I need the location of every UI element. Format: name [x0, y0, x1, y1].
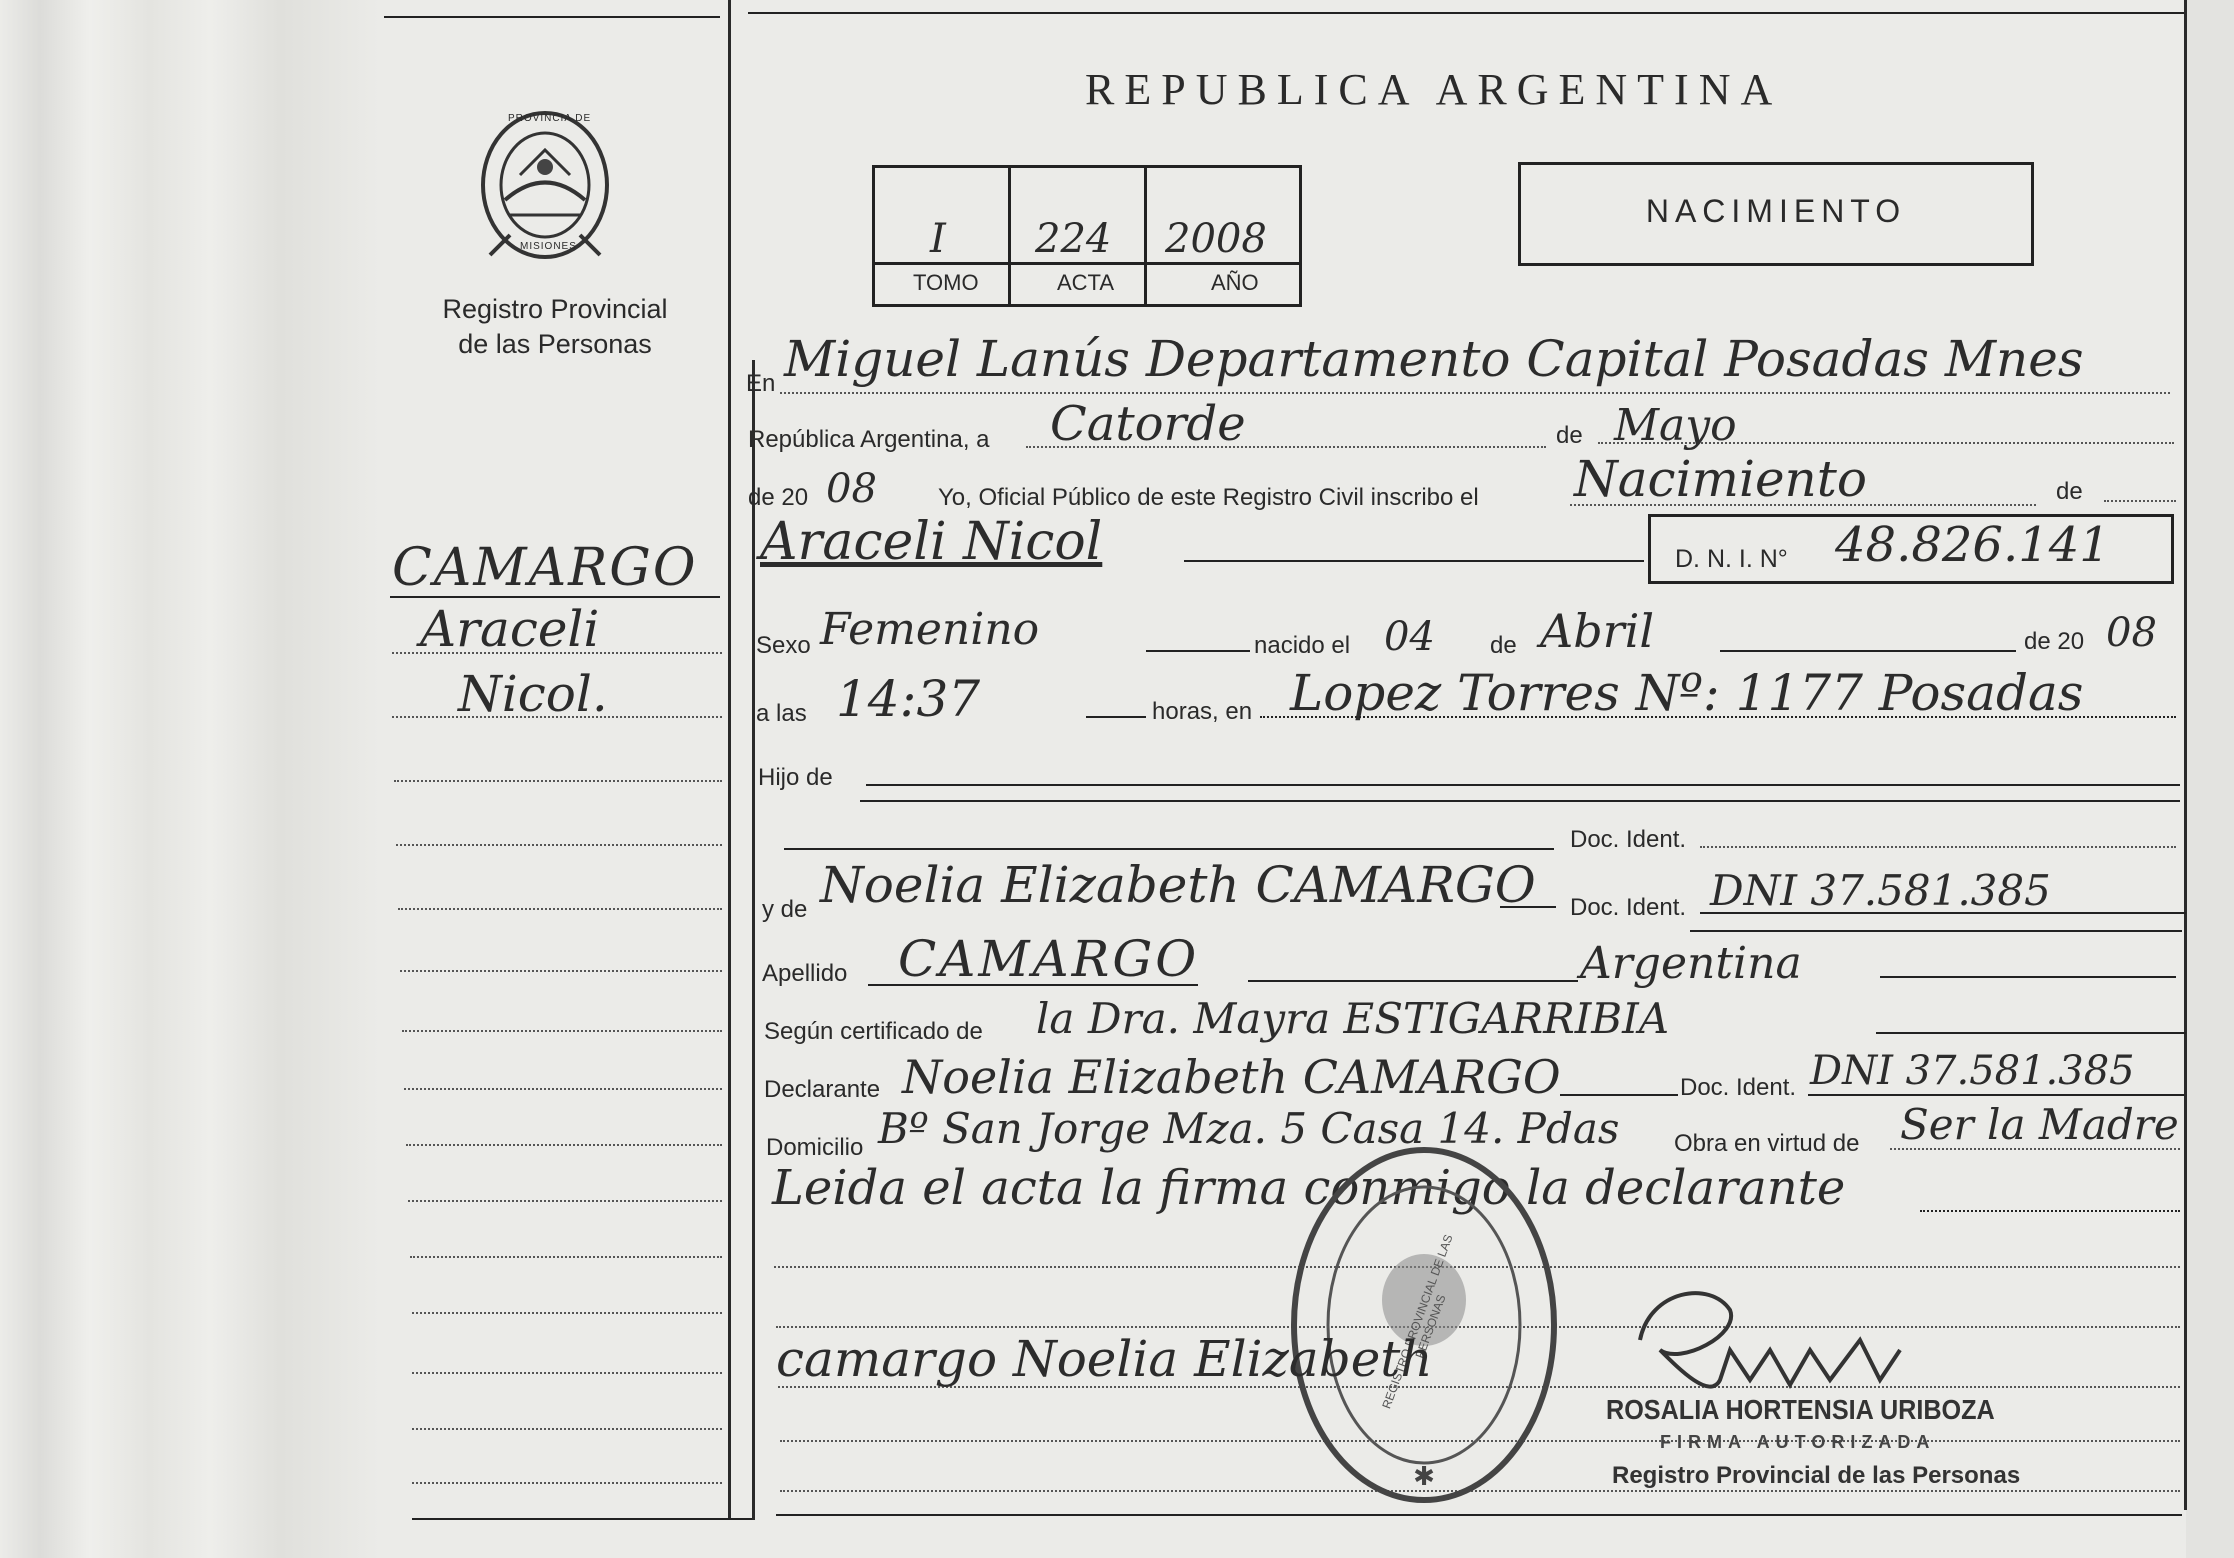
- declarante-signature: camargo Noelia Elizabeth: [776, 1330, 1433, 1388]
- declarante-doc-value: DNI 37.581.385: [1810, 1048, 2135, 1094]
- top-rule-left: [384, 16, 720, 18]
- anio-label: AÑO: [1211, 270, 1259, 295]
- record-number-box: [872, 165, 1302, 307]
- acta-label: ACTA: [1057, 270, 1115, 295]
- tomo-label: TOMO: [913, 270, 979, 295]
- record-type-label: NACIMIENTO: [1645, 193, 1907, 229]
- madre-doc-value: DNI 37.581.385: [1710, 866, 2051, 915]
- anio-value-text: 08: [826, 466, 877, 512]
- de-label: de: [1556, 422, 1583, 449]
- seal-bottom-text: MISIONES: [520, 241, 577, 252]
- svg-text:✱: ✱: [1413, 1462, 1435, 1492]
- apellido-value: CAMARGO: [898, 930, 1200, 988]
- declarante-label: Declarante: [764, 1076, 881, 1103]
- mes-value: Mayo: [1614, 400, 1737, 451]
- nombre-value: Araceli Nicol: [760, 512, 1103, 572]
- obra-value: Ser la Madre: [1900, 1100, 2179, 1149]
- hora-value: 14:37: [836, 670, 981, 728]
- declarante-doc-label: Doc. Ident.: [1680, 1074, 1797, 1101]
- sexo-value: Femenino: [820, 604, 1040, 655]
- nacido-mes: Abril: [1540, 604, 1655, 658]
- domicilio-label: Domicilio: [766, 1134, 864, 1161]
- de-end-label: de: [2056, 478, 2083, 505]
- dni-label: D. N. I. N°: [1675, 545, 1788, 573]
- declarante-value: Noelia Elizabeth CAMARGO: [902, 1050, 1561, 1104]
- en-value: Miguel Lanús Departamento Capital Posadas Mnes: [784, 330, 2084, 388]
- madre-value: Noelia Elizabeth CAMARGO: [820, 856, 1536, 914]
- dni-value: 48.826.141: [1835, 517, 2110, 573]
- oficial-text: Yo, Oficial Público de este Registro Civil inscribo el: [938, 484, 1479, 511]
- acta-value: 224: [1035, 216, 1112, 262]
- official-org: Registro Provincial de las Personas: [1612, 1462, 2021, 1489]
- certificado-value: la Dra. Mayra ESTIGARRIBIA: [1036, 994, 1670, 1043]
- registry-name: Registro Provincial de las Personas: [442, 294, 668, 359]
- record-type-box: [1518, 162, 2034, 266]
- hijo-label: Hijo de: [758, 764, 833, 791]
- nacido-de20-label: de 20: [2024, 628, 2085, 655]
- page-title: REPUBLICA ARGENTINA: [1085, 65, 1783, 114]
- nacionalidad-value: Argentina: [1580, 938, 1802, 989]
- republica-label: República Argentina, a: [748, 426, 990, 453]
- tomo-value: I: [930, 216, 946, 262]
- stamp-text: REGISTRO PROVINCIAL DE LAS PERSONAS: [1379, 1232, 1456, 1411]
- seal-top-text: PROVINCIA DE: [508, 113, 592, 124]
- alas-label: a las: [756, 700, 807, 727]
- sexo-label: Sexo: [756, 632, 811, 659]
- anio-value: 2008: [1165, 216, 1267, 262]
- margin-first-name: Araceli: [420, 600, 600, 658]
- official-stamp: [1284, 1140, 1564, 1510]
- nacido-anio: 08: [2106, 610, 2157, 656]
- nacido-dia: 04: [1384, 614, 1435, 660]
- en-label: En: [746, 370, 776, 397]
- page-edge: [2186, 0, 2234, 1558]
- domicilio-value: Bº San Jorge Mza. 5 Casa 14. Pdas: [878, 1104, 1620, 1153]
- leida-value: Leida el acta la firma conmigo la declarante: [772, 1160, 1846, 1216]
- lugar-value: Lopez Torres Nº: 1177 Posadas: [1290, 664, 2084, 722]
- margin-surname: CAMARGO: [392, 538, 698, 598]
- official-title: FIRMA AUTORIZADA: [1660, 1432, 1936, 1452]
- horas-label: horas, en: [1152, 698, 1253, 725]
- left-column-divider: [728, 0, 731, 1520]
- madre-doc-label: Doc. Ident.: [1570, 894, 1687, 921]
- dia-value: Catorde: [1050, 396, 1246, 452]
- nacido-label: nacido el: [1254, 632, 1351, 659]
- margin-middle-name: Nicol.: [458, 665, 608, 723]
- nacido-de-label: de: [1490, 632, 1517, 659]
- right-border: [2184, 0, 2187, 1510]
- inscribo-value: Nacimiento: [1574, 450, 1867, 508]
- obra-label: Obra en virtud de: [1674, 1130, 1860, 1157]
- dni-box: [1648, 514, 2174, 584]
- provincial-seal: [470, 105, 620, 265]
- official-name: ROSALIA HORTENSIA URIBOZA: [1606, 1394, 1995, 1425]
- left-column-divider-inner: [752, 360, 755, 1520]
- de20-label: de 20: [748, 484, 809, 511]
- top-rule-right: [748, 12, 2184, 14]
- segun-label: Según certificado de: [764, 1018, 983, 1045]
- apellido-label: Apellido: [762, 960, 848, 987]
- binding-spine: [0, 0, 380, 1558]
- doc-ident-label: Doc. Ident.: [1570, 826, 1687, 853]
- yde-label: y de: [762, 896, 808, 923]
